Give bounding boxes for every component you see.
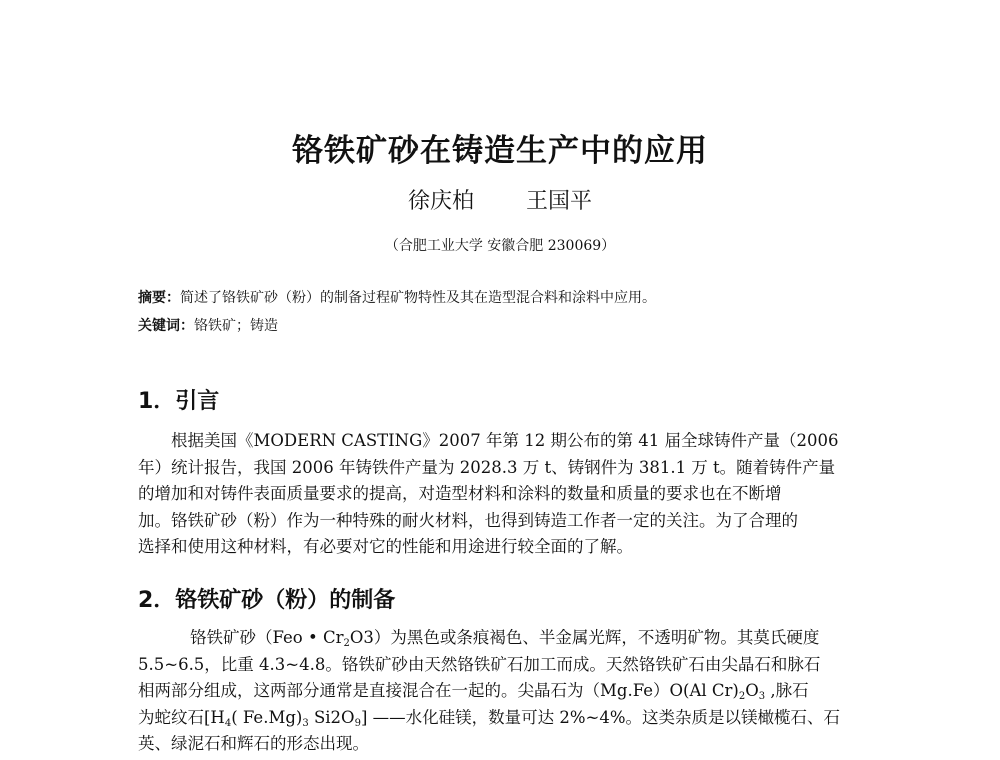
keywords bbox=[138, 316, 878, 336]
affiliation: （合肥工业大学 安徽合肥 230069） bbox=[384, 238, 616, 254]
section-heading: 1．引言 bbox=[138, 389, 220, 414]
paragraph-line: 5.5~6.5，比重 4.3~4.8。铬铁矿砂由天然铬铁矿石加工而成。天然铬铁矿石由尖晶石和脉石 bbox=[138, 654, 821, 674]
section-paragraph bbox=[138, 625, 864, 758]
abstract-text: 简述了铬铁矿砂（粉）的制备过程矿物特性及其在造型混合料和涂料中应用。 bbox=[180, 290, 656, 306]
paragraph-line: 相两部分组成，这两部分通常是直接混合在一起的。尖晶石为（Mg.Fe）O(Al $Cr)_2O_3$ ,脉石 bbox=[138, 681, 809, 702]
paragraph-line: 根据美国《MODERN CASTING》2007 年第 12 期公布的第 41 届全球铸件产量（2006 bbox=[171, 431, 839, 450]
paragraph-line: 铬铁矿砂（Feo • $Cr_2O3$）为黑色或条痕褐色、半金属光辉，不透明矿物。其莫氏硬度 bbox=[190, 628, 820, 649]
author-list bbox=[0, 184, 1000, 215]
keywords-text: 铬铁矿；铸造 bbox=[194, 318, 278, 334]
author-name: 徐庆柏 bbox=[407, 189, 474, 214]
author-name: 王国平 bbox=[526, 189, 593, 214]
paragraph-line: 为蛇纹石[$H_4$( $Fe.Mg)_3$ $Si2O_9$] ——水化硅镁，数量可达 2%~4%。这类杂质是以镁橄榄石、石 bbox=[138, 707, 841, 729]
paragraph-line: 年）统计报告，我国 2006 年铸铁件产量为 2028.3 万 t、铸钢件为 381.1 万 t。随着铸件产量 bbox=[138, 457, 836, 477]
keywords-label: 关键词： bbox=[138, 318, 194, 334]
abstract bbox=[138, 288, 878, 308]
paragraph-line: 选择和使用这种材料，有必要对它的性能和用途进行较全面的了解。 bbox=[138, 537, 633, 556]
section-paragraph bbox=[138, 428, 864, 561]
paper-title: 铬铁矿砂在铸造生产中的应用 bbox=[292, 133, 708, 169]
abstract-label: 摘要： bbox=[138, 290, 180, 306]
paragraph-line: 英、绿泥石和辉石的形态出现。 bbox=[138, 734, 369, 753]
paragraph-line: 的增加和对铸件表面质量要求的提高，对造型材料和涂料的数量和质量的要求也在不断增 bbox=[138, 484, 782, 503]
section-heading: 2．铬铁矿砂（粉）的制备 bbox=[138, 588, 396, 613]
paragraph-line: 加。铬铁矿砂（粉）作为一种特殊的耐火材料，也得到铸造工作者一定的关注。为了合理的 bbox=[138, 510, 798, 530]
